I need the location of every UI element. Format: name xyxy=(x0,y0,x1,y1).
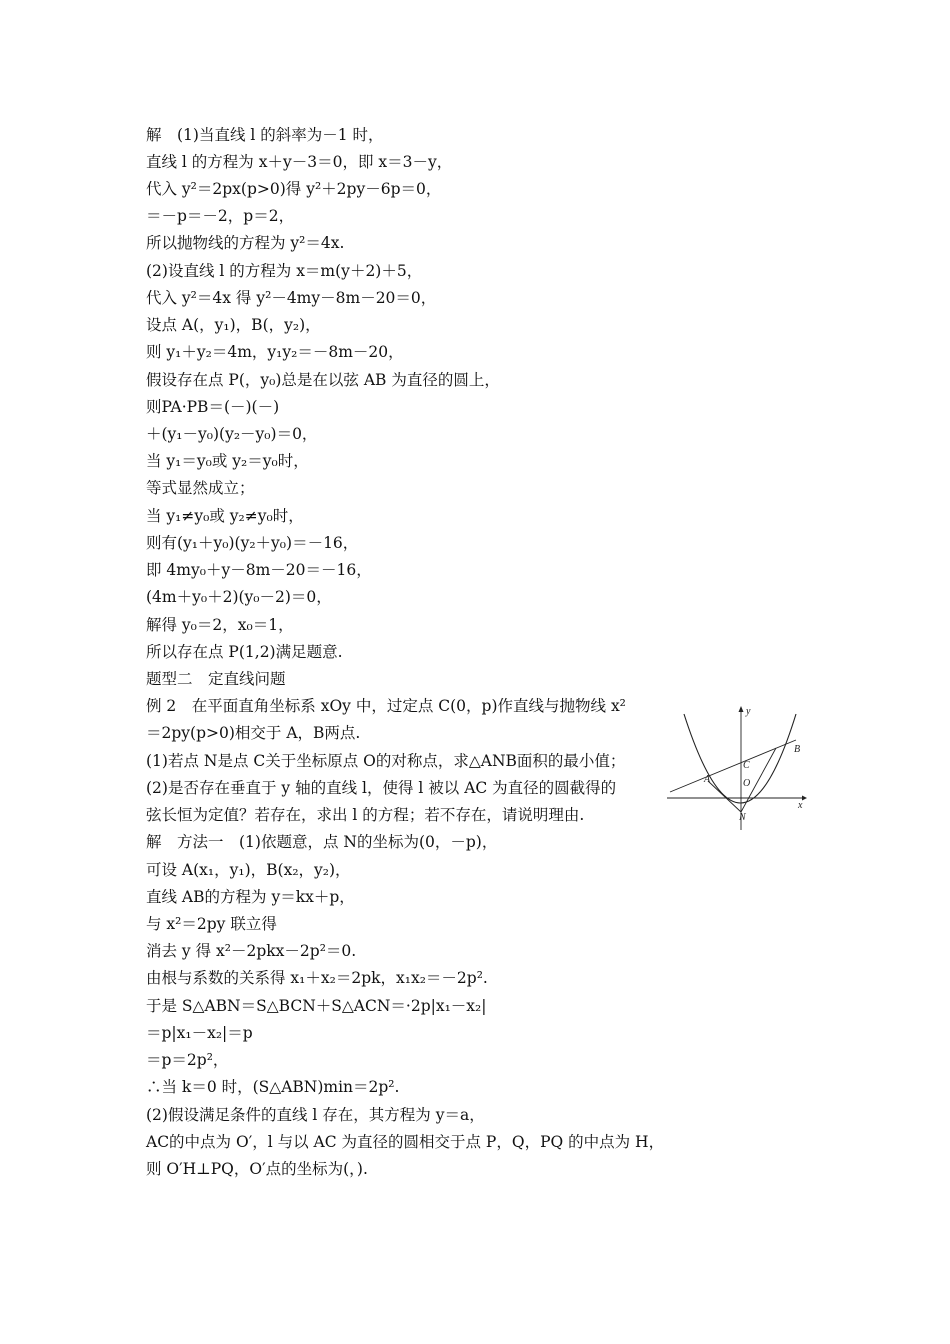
text-line: 则PA·PB＝(－)(－) xyxy=(146,398,280,416)
example-text: (2)是否存在垂直于 y 轴的直线 l，使得 l 被以 AC 为直径的圆截得的 xyxy=(146,779,617,797)
text-line: 当 y₁≠y₀或 y₂≠y₀时， xyxy=(146,507,304,525)
origin-label: O xyxy=(743,778,751,789)
text-line: (2)设直线 l 的方程为 x＝m(y＋2)＋5， xyxy=(146,262,423,280)
x-axis-label: x xyxy=(798,800,803,811)
text-line: 即 4my₀＋y－8m－20＝－16， xyxy=(146,561,372,579)
text-line: ＋(y₁－y₀)(y₂－y₀)＝0， xyxy=(146,425,318,443)
text-line: ＝p|x₁－x₂|＝p xyxy=(146,1024,253,1042)
text-line: 直线 l 的方程为 x＋y－3＝0，即 x＝3－y， xyxy=(146,153,453,171)
example-text: ＝2py(p>0)相交于 A，B两点. xyxy=(146,724,361,742)
text-line: 所以存在点 P(1,2)满足题意. xyxy=(146,643,343,661)
text-line: 由根与系数的关系得 x₁＋x₂＝2pk，x₁x₂＝－2p². xyxy=(146,969,488,987)
text-line: 与 x²＝2py 联立得 xyxy=(146,915,277,933)
text-line: AC的中点为 O′，l 与以 AC 为直径的圆相交于点 P，Q，PQ 的中点为 H， xyxy=(146,1133,665,1151)
text-line: 解 (1)当直线 l 的斜率为－1 时， xyxy=(146,126,384,144)
text-line: 代入 y²＝4x 得 y²－4my－8m－20＝0， xyxy=(146,289,437,307)
parabola-figure xyxy=(664,704,810,832)
example-text: 例 2 在平面直角坐标系 xOy 中，过定点 C(0，p)作直线与抛物线 x² xyxy=(146,697,626,715)
point-b-label: B xyxy=(794,744,801,755)
segment-an xyxy=(708,781,741,812)
line-ab xyxy=(670,740,796,792)
text-line: 设点 A(，y₁)，B(，y₂)， xyxy=(146,316,321,334)
text-line: 代入 y²＝2px(p>0)得 y²＋2py－6p＝0， xyxy=(146,180,442,198)
text-line: 可设 A(x₁，y₁)，B(x₂，y₂)， xyxy=(146,861,351,879)
text-line: 则 O′H⊥PQ，O′点的坐标为(，). xyxy=(146,1160,368,1178)
y-axis-arrow xyxy=(739,706,744,712)
text-line: (4m＋y₀＋2)(y₀－2)＝0， xyxy=(146,588,332,606)
text-line: 解得 y₀＝2，x₀＝1， xyxy=(146,616,294,634)
text-line: 则有(y₁＋y₀)(y₂＋y₀)＝－16， xyxy=(146,534,359,552)
example-text: 弦长恒为定值？若存在，求出 l 的方程；若不存在，请说明理由. xyxy=(146,806,585,824)
text-line: 消去 y 得 x²－2pkx－2p²＝0. xyxy=(146,942,357,960)
text-line: 当 y₁＝y₀或 y₂＝y₀时， xyxy=(146,452,309,470)
parabola-curve xyxy=(684,714,796,803)
text-line: (2)假设满足条件的直线 l 存在，其方程为 y＝a， xyxy=(146,1106,485,1124)
text-line: 假设存在点 P(，y₀)总是在以弦 AB 为直径的圆上， xyxy=(146,371,500,389)
text-line: 所以抛物线的方程为 y²＝4x. xyxy=(146,234,345,252)
text-line: ＝－p＝－2，p＝2， xyxy=(146,207,295,225)
text-line: ＝p＝2p²， xyxy=(146,1051,229,1069)
y-axis-label: y xyxy=(746,706,751,717)
section-heading: 题型二 定直线问题 xyxy=(146,670,286,688)
example-text: (1)若点 N是点 C关于坐标原点 O的对称点，求△ANB面积的最小值； xyxy=(146,752,626,770)
text-line: 于是 S△ABN＝S△BCN＋S△ACN＝·2p|x₁－x₂| xyxy=(146,997,487,1015)
text-line: 等式显然成立； xyxy=(146,479,255,497)
text-line: 则 y₁＋y₂＝4m，y₁y₂＝－8m－20， xyxy=(146,343,404,361)
text-line: ∴当 k＝0 时，(S△ABN)min＝2p². xyxy=(146,1078,400,1096)
point-n-label: N xyxy=(739,812,746,823)
point-c-label: C xyxy=(743,760,750,771)
x-axis-arrow xyxy=(802,796,807,801)
text-line: 直线 AB的方程为 y＝kx＋p， xyxy=(146,888,355,906)
text-line: 解 方法一 (1)依题意，点 N的坐标为(0，－p)， xyxy=(146,833,498,851)
point-a-label: A xyxy=(704,774,711,785)
